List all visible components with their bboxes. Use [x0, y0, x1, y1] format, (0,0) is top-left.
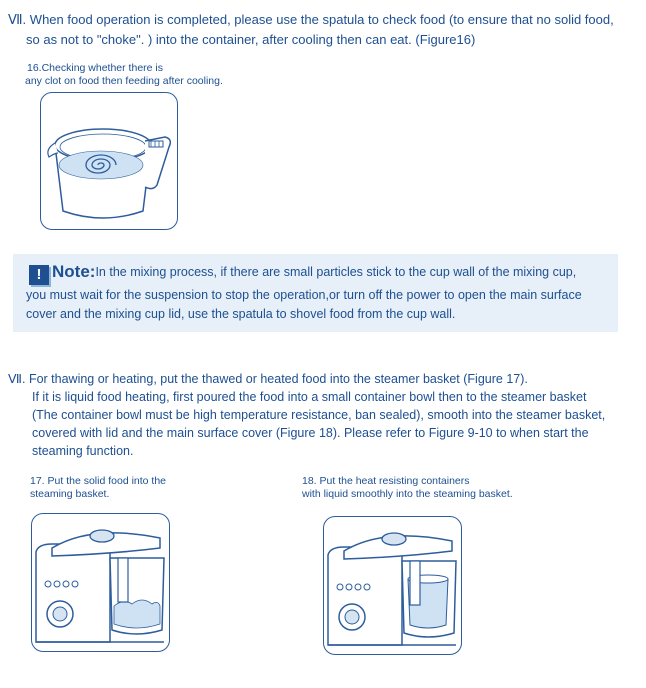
step-8-number: Ⅶ.: [8, 372, 26, 386]
step-7-line-1: When food operation is completed, please use the spatula to check food (to ensure that no solid food,: [29, 12, 614, 27]
lid-knob: [382, 533, 406, 545]
figure-17-caption: [30, 475, 166, 501]
note-line-3: cover and the mixing cup lid, use the spatula to shovel food from the cup wall.: [26, 307, 456, 321]
mixing-cup-illustration: [41, 93, 177, 229]
step-7-line-2: so as not to "choke". ) into the container, after cooling then can eat. (Figure16): [26, 32, 476, 47]
note-line-2: you must wait for the suspension to stop the operation,or turn off the power to open the main surface: [26, 288, 582, 302]
figure-17-caption-line-1: 17. Put the solid food into the: [30, 475, 167, 487]
figure-18-caption-line-2: with liquid smoothly into the steaming basket.: [302, 488, 513, 500]
step-8-line-2: If it is liquid food heating, first poured the food into a small container bowl then to the steamer basket: [32, 390, 587, 404]
processor-base: [328, 547, 402, 645]
step-8: [8, 370, 638, 460]
figure-17-caption-line-2: steaming basket.: [30, 488, 110, 500]
note-line-1: In the mixing process, if there are small particles stick to the cup wall of the mixing cup,: [95, 265, 577, 279]
figure-18-caption-line-1: 18. Put the heat resisting containers: [302, 475, 470, 487]
step-8-line-4: covered with lid and the main surface cover (Figure 18). Please refer to Figure 9-10 to when start the: [32, 426, 589, 440]
figure-16-frame: [40, 92, 178, 230]
handle-clip: [118, 558, 128, 602]
warning-icon: !: [29, 265, 49, 285]
note-box: [13, 254, 618, 332]
figure-16-caption-line-2: any clot on food then feeding after cooling.: [25, 75, 223, 87]
solid-food: [114, 600, 160, 628]
step-7: [8, 10, 638, 50]
step-7-number: Ⅶ.: [8, 12, 27, 27]
figure-18-frame: [323, 516, 462, 655]
figure-16-caption: [27, 62, 223, 88]
figure-17-frame: [31, 513, 170, 652]
step-8-line-1: For thawing or heating, put the thawed or heated food into the steamer basket (Figure 17).: [28, 372, 528, 386]
step-8-line-5: steaming function.: [32, 444, 134, 458]
lid-knob: [90, 530, 114, 542]
step-8-line-3: (The container bowl must be high temperature resistance, ban sealed), smooth into the steamer basket,: [32, 408, 606, 422]
food-processor-illustration-17: [32, 514, 169, 651]
processor-base: [36, 544, 110, 642]
figure-18-caption: [302, 475, 513, 501]
figure-16-caption-line-1: 16.Checking whether there is: [27, 62, 163, 74]
note-label: Note:: [52, 262, 96, 281]
handle-clip: [410, 561, 420, 605]
food-processor-illustration-18: [324, 517, 461, 654]
